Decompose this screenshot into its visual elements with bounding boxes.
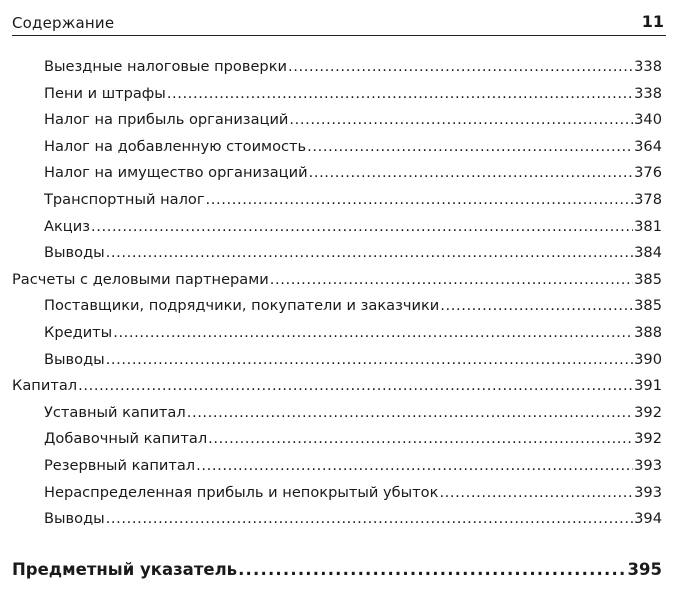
toc-entry-title: Кредиты bbox=[44, 323, 113, 341]
toc-entry[interactable] bbox=[12, 457, 662, 484]
toc-entry-title: Акциз bbox=[44, 217, 90, 235]
toc-dot-leader bbox=[196, 457, 633, 474]
toc-entry-title: Нераспределенная прибыль и непокрытый убыток bbox=[44, 483, 439, 501]
toc-entry-title: Выводы bbox=[44, 350, 105, 368]
toc-entry[interactable] bbox=[12, 191, 662, 218]
toc-entry-page: 392 bbox=[634, 403, 662, 421]
toc-entry-page: 391 bbox=[634, 377, 662, 395]
toc-dot-leader bbox=[113, 324, 633, 341]
toc-entry-page: 393 bbox=[634, 483, 662, 501]
toc-dot-leader bbox=[238, 560, 626, 579]
toc-entry-title: Уставный капитал bbox=[44, 403, 186, 421]
toc-entry[interactable] bbox=[12, 404, 662, 431]
toc-dot-leader bbox=[167, 85, 633, 102]
toc-entry-page: 388 bbox=[634, 323, 662, 341]
toc-entry-page: 381 bbox=[634, 217, 662, 235]
toc-entry-title: Налог на имущество организаций bbox=[44, 164, 308, 182]
toc-dot-leader bbox=[270, 271, 633, 288]
toc-dot-leader bbox=[440, 297, 633, 314]
toc-dot-leader bbox=[78, 377, 633, 394]
toc-entry-title: Налог на прибыль организаций bbox=[44, 111, 289, 129]
header-title: Содержание bbox=[12, 14, 115, 32]
toc-dot-leader bbox=[106, 510, 633, 527]
table-of-contents bbox=[12, 58, 662, 537]
toc-index-entry[interactable] bbox=[12, 560, 662, 579]
toc-entry[interactable] bbox=[12, 297, 662, 324]
toc-section-entry[interactable] bbox=[12, 271, 662, 298]
toc-entry-title: Пени и штрафы bbox=[44, 84, 166, 102]
toc-dot-leader bbox=[289, 111, 633, 128]
toc-entry[interactable] bbox=[12, 484, 662, 511]
toc-entry-title: Выездные налоговые проверки bbox=[44, 58, 287, 75]
toc-entry-title: Поставщики, подрядчики, покупатели и заказчики bbox=[44, 297, 440, 315]
toc-entry-page: 340 bbox=[634, 111, 662, 129]
toc-section-entry[interactable] bbox=[12, 377, 662, 404]
toc-entry-page: 376 bbox=[634, 164, 662, 182]
toc-entry[interactable] bbox=[12, 138, 662, 165]
toc-dot-leader bbox=[106, 351, 633, 368]
toc-dot-leader bbox=[288, 58, 633, 75]
toc-entry-page: 364 bbox=[634, 137, 662, 155]
toc-entry-page: 394 bbox=[634, 510, 662, 528]
toc-entry-title: Выводы bbox=[44, 244, 105, 262]
toc-entry-title: Транспортный налог bbox=[44, 190, 205, 208]
toc-dot-leader bbox=[206, 191, 634, 208]
toc-dot-leader bbox=[208, 430, 633, 447]
toc-entry-page: 390 bbox=[634, 350, 662, 368]
toc-dot-leader bbox=[106, 244, 633, 261]
toc-entry-page: 378 bbox=[634, 190, 662, 208]
toc-entry-page: 384 bbox=[634, 244, 662, 262]
toc-dot-leader bbox=[309, 164, 634, 181]
toc-entry[interactable] bbox=[12, 111, 662, 138]
toc-entry-title: Резервный капитал bbox=[44, 456, 196, 474]
toc-entry-title: Добавочный капитал bbox=[44, 430, 208, 448]
toc-entry[interactable] bbox=[12, 351, 662, 378]
running-header bbox=[12, 10, 666, 36]
toc-index-page: 395 bbox=[627, 560, 662, 579]
toc-entry[interactable] bbox=[12, 85, 662, 112]
toc-entry-page: 385 bbox=[634, 297, 662, 315]
toc-entry-page: 392 bbox=[634, 430, 662, 448]
toc-entry[interactable] bbox=[12, 244, 662, 271]
toc-entry[interactable] bbox=[12, 510, 662, 537]
toc-dot-leader bbox=[439, 484, 633, 501]
toc-entry[interactable] bbox=[12, 218, 662, 245]
toc-entry-title: Выводы bbox=[44, 510, 105, 528]
toc-entry-page: 385 bbox=[634, 270, 662, 288]
header-page-number: 11 bbox=[641, 12, 664, 31]
toc-entry[interactable] bbox=[12, 324, 662, 351]
toc-entry-title: Капитал bbox=[12, 377, 78, 395]
toc-entry[interactable] bbox=[12, 164, 662, 191]
toc-dot-leader bbox=[91, 218, 633, 235]
toc-index-title: Предметный указатель bbox=[12, 560, 238, 579]
toc-dot-leader bbox=[187, 404, 633, 421]
toc-entry-page: 393 bbox=[634, 456, 662, 474]
toc-entry-title: Налог на добавленную стоимость bbox=[44, 137, 307, 155]
toc-entry[interactable] bbox=[12, 430, 662, 457]
toc-entry-title: Расчеты с деловыми партнерами bbox=[12, 270, 269, 288]
toc-entry[interactable] bbox=[12, 58, 662, 85]
toc-entry-page: 338 bbox=[634, 58, 662, 75]
toc-entry-page: 338 bbox=[634, 84, 662, 102]
toc-dot-leader bbox=[307, 138, 633, 155]
